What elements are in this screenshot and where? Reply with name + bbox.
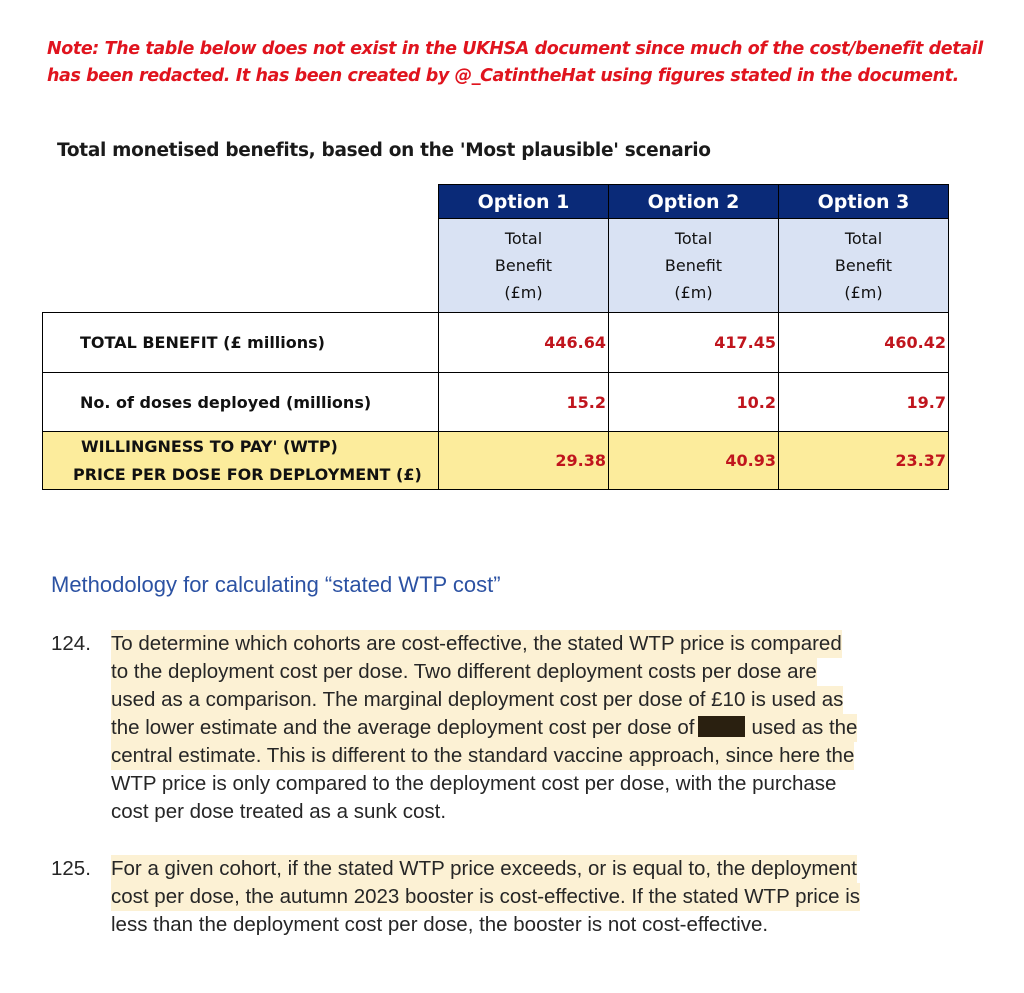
value-total-benefit-option-2: 417.45 <box>608 312 779 373</box>
subheader-line: (£m) <box>844 283 883 302</box>
row-label-total-benefit: TOTAL BENEFIT (£ millions) <box>42 312 439 373</box>
note-line-2: has been redacted. It has been created by @_CatintheHat using figures stated in the document. <box>47 66 959 86</box>
paragraph-line: WTP price is only compared to the deployment cost per dose, with the purchase <box>111 772 837 795</box>
subheader-line: Total <box>504 229 543 248</box>
header-option-1: Option 1 <box>438 184 609 219</box>
value-wtp-option-3: 23.37 <box>778 431 949 490</box>
subheader-line: Benefit <box>664 256 723 275</box>
subheader-line: (£m) <box>674 283 713 302</box>
paragraph-line: To determine which cohorts are cost-effective, the stated WTP price is compared <box>111 630 842 658</box>
wtp-label-line-2: PRICE PER DOSE FOR DEPLOYMENT (£) <box>73 464 422 484</box>
subheader-option-1 <box>438 218 609 313</box>
header-option-2: Option 2 <box>608 184 779 219</box>
header-option-3: Option 3 <box>778 184 949 219</box>
subheader-line: Total <box>844 229 883 248</box>
paragraph-number: 125. <box>51 857 91 880</box>
paragraph-number: 124. <box>51 632 91 655</box>
paragraph-line: central estimate. This is different to the standard vaccine approach, since here the <box>111 742 854 770</box>
subheader-line: Benefit <box>494 256 553 275</box>
value-total-benefit-option-3: 460.42 <box>778 312 949 373</box>
value-doses-option-1: 15.2 <box>438 372 609 432</box>
value-wtp-option-2: 40.93 <box>608 431 779 490</box>
paragraph-line: cost per dose, the autumn 2023 booster is cost-effective. If the stated WTP price is <box>111 883 860 911</box>
value-wtp-option-1: 29.38 <box>438 431 609 490</box>
paragraph-line: used as the <box>751 716 858 739</box>
paragraph-line: less than the deployment cost per dose, the booster is not cost-effective. <box>111 913 769 936</box>
paragraph-line: to the deployment cost per dose. Two different deployment costs per dose are <box>111 658 817 686</box>
paragraph-125 <box>51 855 981 945</box>
editor-note <box>47 36 987 90</box>
subheader-line: Benefit <box>834 256 893 275</box>
row-label-wtp <box>42 431 439 490</box>
paragraph-line-redacted <box>111 714 857 742</box>
paragraph-124 <box>51 630 981 830</box>
table-title: Total monetised benefits, based on the 'Most plausible' scenario <box>57 140 711 161</box>
wtp-label-line-1: WILLINGNESS TO PAY' (WTP) <box>81 436 338 456</box>
paragraph-line: used as a comparison. The marginal deployment cost per dose of £10 is used as <box>111 686 843 714</box>
paragraph-line: For a given cohort, if the stated WTP price exceeds, or is equal to, the deployment <box>111 855 857 883</box>
value-doses-option-2: 10.2 <box>608 372 779 432</box>
redaction-block <box>698 716 745 737</box>
methodology-heading: Methodology for calculating “stated WTP cost” <box>51 572 501 597</box>
row-label-doses-deployed: No. of doses deployed (millions) <box>42 372 439 432</box>
subheader-line: (£m) <box>504 283 543 302</box>
subheader-line: Total <box>674 229 713 248</box>
subheader-option-3 <box>778 218 949 313</box>
note-line-1: Note: The table below does not exist in the UKHSA document since much of the cost/benefit detail <box>47 39 983 59</box>
value-total-benefit-option-1: 446.64 <box>438 312 609 373</box>
value-doses-option-3: 19.7 <box>778 372 949 432</box>
paragraph-line: the lower estimate and the average deployment cost per dose of <box>111 716 695 739</box>
paragraph-line: cost per dose treated as a sunk cost. <box>111 800 447 823</box>
subheader-option-2 <box>608 218 779 313</box>
